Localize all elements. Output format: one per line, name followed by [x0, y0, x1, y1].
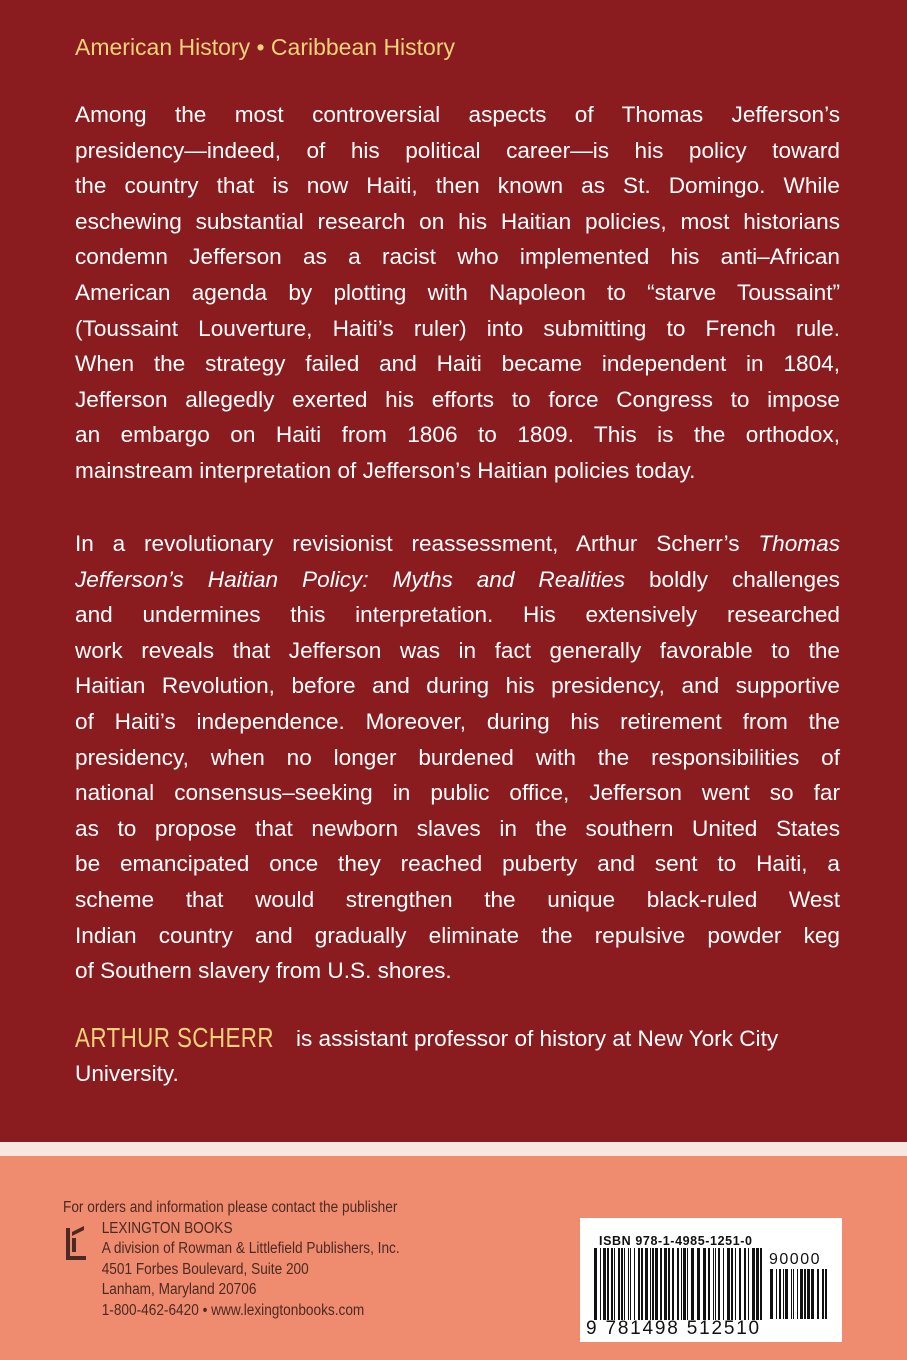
barcode-bar	[668, 1248, 670, 1320]
barcode-bar	[807, 1269, 810, 1319]
barcode-bar	[752, 1248, 755, 1320]
paragraph-line: scheme that would strengthen the unique black-ruled West	[75, 886, 840, 912]
paragraph-line: the country that is now Haiti, then known as St. Domingo. While	[75, 173, 840, 199]
barcode-bar	[624, 1248, 625, 1320]
barcode-bar	[681, 1248, 682, 1320]
barcode-bar	[727, 1248, 730, 1320]
barcode-bar	[650, 1248, 651, 1320]
publisher-contact: 1-800-462-6420 • www.lexingtonbooks.com	[101, 1301, 365, 1319]
barcode-bar	[687, 1248, 688, 1320]
barcode-bar	[638, 1248, 640, 1320]
paragraph-line: of Haiti’s independence. Moreover, during his retirement from the	[75, 708, 840, 734]
barcode-bar	[779, 1269, 781, 1319]
paragraph-line: presidency, when no longer burdened with the responsibilities of	[75, 744, 840, 770]
barcode-bar	[791, 1269, 792, 1319]
barcode-bar	[645, 1248, 648, 1320]
paragraph-line: eschewing substantial research on his Haitian policies, most historians	[75, 208, 840, 234]
barcode-bar	[683, 1248, 686, 1320]
paragraph-line: mainstream interpretation of Jefferson’s Haitian policies today.	[75, 457, 696, 483]
publisher-address-2: Lanham, Maryland 20706	[101, 1281, 257, 1298]
barcode-bar	[614, 1248, 615, 1320]
barcode-bar	[739, 1248, 741, 1320]
paragraph-line: as to propose that newborn slaves in the southern United States	[75, 815, 840, 841]
barcode-bar	[703, 1248, 706, 1320]
barcode	[580, 1218, 842, 1342]
paragraph-line: condemn Jefferson as a racist who implemented his anti–African	[75, 244, 840, 270]
publisher-name: LEXINGTON BOOKS	[101, 1219, 233, 1237]
paragraph-line: Jefferson’s Haitian Policy: Myths and Realities boldly challenges	[75, 566, 840, 592]
barcode-bar	[715, 1248, 716, 1320]
barcode-bar	[672, 1248, 674, 1320]
barcode-bar	[618, 1248, 620, 1320]
paragraph-line: American agenda by plotting with Napoleon to “starve Toussaint”	[75, 279, 840, 305]
barcode-bar	[800, 1269, 803, 1319]
barcode-bar	[655, 1248, 658, 1320]
barcode-bar	[691, 1248, 694, 1320]
category-label: American History • Caribbean History	[75, 34, 456, 60]
barcode-bar	[783, 1269, 784, 1319]
barcode-bar	[630, 1248, 631, 1320]
barcode-bar	[713, 1248, 714, 1320]
paragraph-line: Indian country and gradually eliminate the repulsive powder keg	[75, 922, 840, 948]
book-title-italic: Jefferson’s Haitian Policy: Myths and Realities	[75, 566, 626, 592]
paragraph-line: work reveals that Jefferson was in fact generally favorable to the	[75, 637, 840, 663]
barcode-bar	[607, 1248, 609, 1320]
book-title-italic: Thomas	[758, 531, 840, 556]
author-name: ARTHUR SCHERR	[75, 1022, 274, 1053]
paragraph-line: In a revolutionary revisionist reassessment, Arthur Scherr’s Thomas	[75, 531, 840, 556]
publisher-address-1: 4501 Forbes Boulevard, Suite 200	[101, 1260, 309, 1278]
barcode-bar	[603, 1248, 606, 1320]
paragraph-line: be emancipated once they reached puberty and sent to Haiti, a	[75, 851, 840, 877]
publisher-info	[63, 1198, 400, 1321]
barcode-bar	[664, 1248, 667, 1320]
paragraph-line: When the strategy failed and Haiti became independent in 1804,	[75, 351, 840, 377]
barcode-bar	[660, 1248, 662, 1320]
barcode-bar	[776, 1269, 777, 1319]
barcode-bar	[723, 1248, 724, 1320]
barcode-bar	[594, 1248, 597, 1320]
barcode-bar	[811, 1269, 814, 1319]
barcode-bar	[628, 1248, 629, 1320]
barcode-bar	[804, 1269, 806, 1319]
barcode-bar	[748, 1248, 749, 1320]
barcode-bar	[697, 1248, 700, 1320]
barcode-bar	[641, 1248, 643, 1320]
author-bio-text: is assistant professor of history at New York City University.	[75, 1026, 779, 1086]
paragraph-line: national consensus–seeking in public office, Jefferson went so far	[75, 780, 840, 806]
barcode-bar	[600, 1248, 601, 1320]
barcode-bar	[760, 1248, 762, 1320]
barcode-bar	[770, 1269, 773, 1319]
barcode-bar	[611, 1248, 613, 1320]
divider-band	[0, 1142, 907, 1156]
barcode-bar	[718, 1248, 720, 1320]
isbn-label: ISBN 978-1-4985-1251-0	[599, 1234, 753, 1248]
barcode-bar	[822, 1269, 824, 1319]
ean-number: 9 781498 512510	[586, 1318, 761, 1339]
paragraph-line: presidency—indeed, of his political career—is his policy toward	[75, 137, 840, 163]
barcode-bar	[652, 1248, 654, 1320]
barcode-bar	[756, 1248, 759, 1320]
barcode-bar	[817, 1269, 819, 1319]
author-bio	[75, 1020, 845, 1091]
publisher-intro: For orders and information please contact the publisher	[63, 1199, 398, 1216]
paragraph-line: Haitian Revolution, before and during his presidency, and supportive	[75, 673, 840, 699]
barcode-bar	[785, 1269, 788, 1319]
ean-barcode-bars	[594, 1248, 764, 1320]
publisher-division: A division of Rowman & Littlefield Publishers, Inc.	[101, 1240, 400, 1257]
paragraph-line: Among the most controversial aspects of Thomas Jefferson’s	[75, 102, 840, 127]
paragraph-line: of Southern slavery from U.S. shores.	[75, 958, 452, 984]
barcode-bar	[797, 1269, 798, 1319]
description-paragraph-2	[75, 526, 840, 989]
barcode-bar	[708, 1248, 710, 1320]
paragraph-line: Jefferson allegedly exerted his efforts to force Congress to impose	[75, 386, 840, 412]
barcode-bar	[621, 1248, 623, 1320]
paragraph-line: (Toussaint Louverture, Haiti’s ruler) into submitting to French rule.	[75, 315, 840, 341]
paragraph-line: an embargo on Haiti from 1806 to 1809. This is the orthodox,	[75, 422, 840, 448]
barcode-bar	[825, 1269, 827, 1319]
barcode-bar	[677, 1248, 679, 1320]
barcode-bar	[735, 1248, 736, 1320]
paragraph-line: and undermines this interpretation. His extensively researched	[75, 602, 840, 628]
barcode-bar	[793, 1269, 794, 1319]
description-paragraph-1	[75, 97, 840, 489]
barcode-bar	[744, 1248, 746, 1320]
barcode-bar	[634, 1248, 635, 1320]
barcode-bar	[731, 1248, 733, 1320]
addon-barcode-bars	[770, 1269, 830, 1319]
price-code: 90000	[769, 1251, 821, 1268]
